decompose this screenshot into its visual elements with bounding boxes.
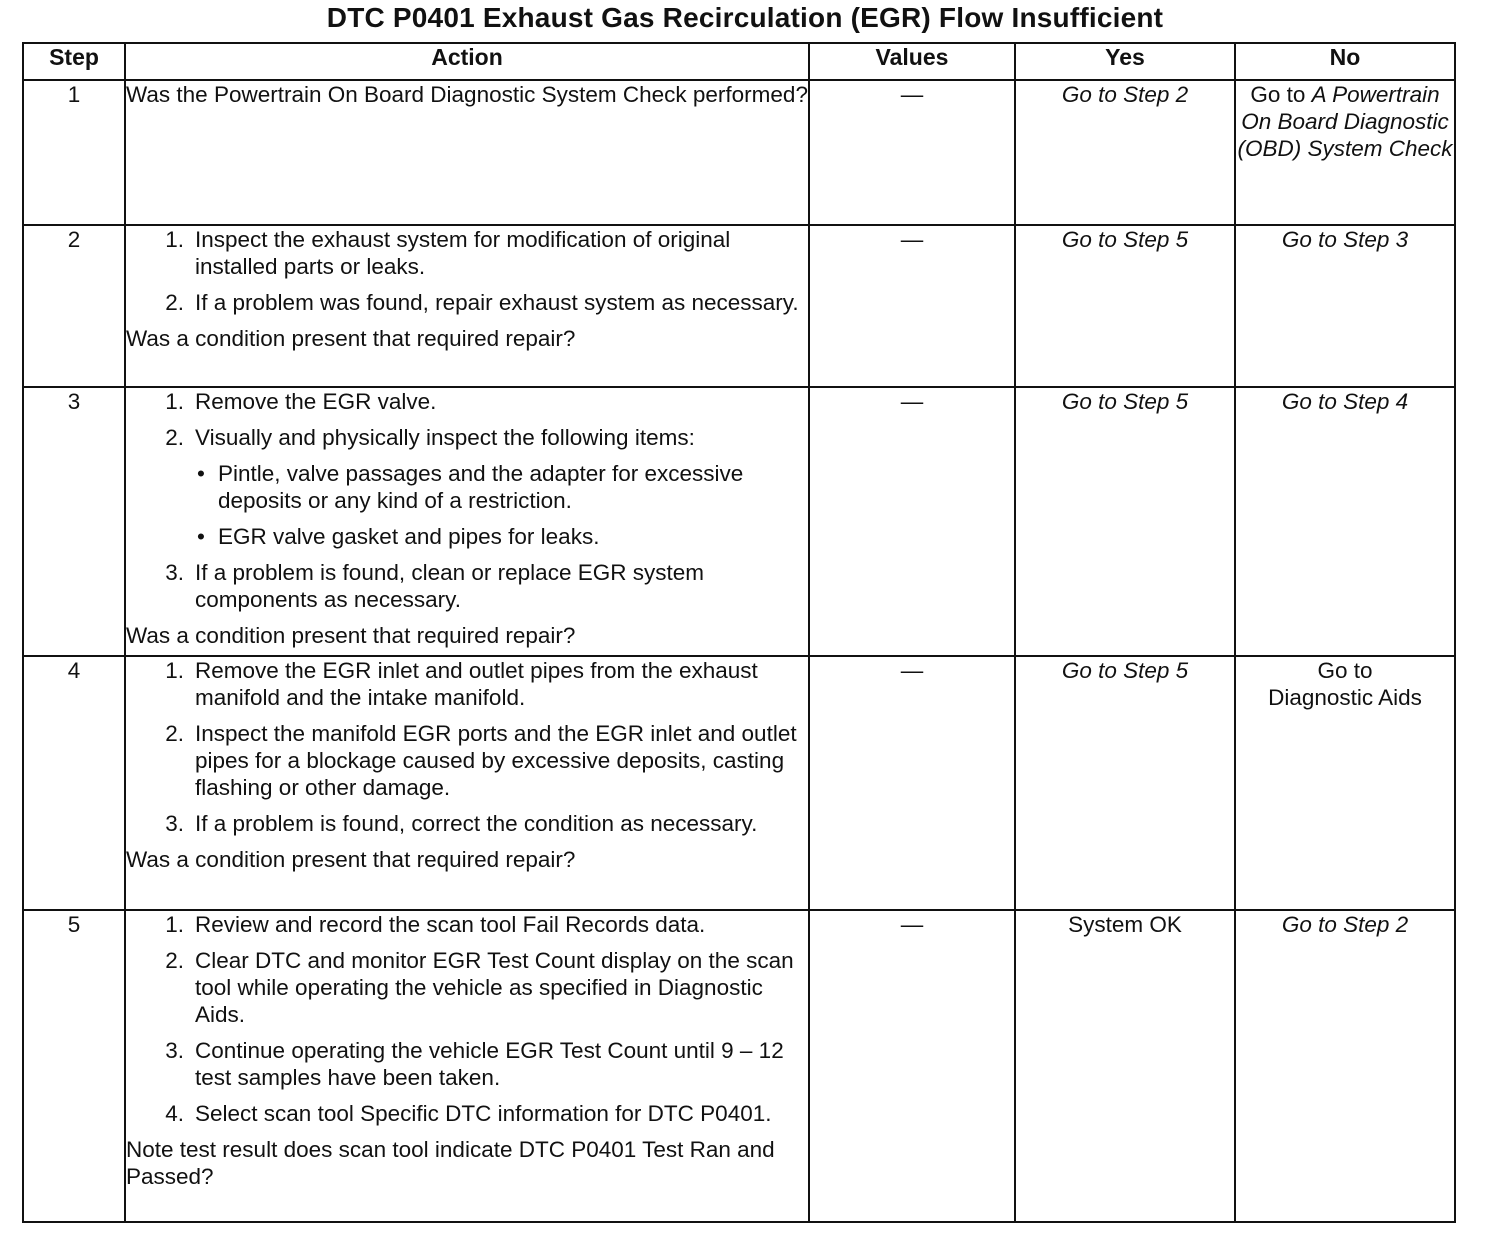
- item-number: 3.: [165, 811, 184, 836]
- item-text: Remove the EGR inlet and outlet pipes from the exhaust manifold and the intake manifold.: [195, 658, 758, 710]
- yes-cell: [1015, 910, 1235, 1222]
- table-row: [23, 387, 1455, 656]
- action-item: [126, 720, 808, 801]
- step-number: 5: [23, 910, 125, 1222]
- no-link[interactable]: Go to Step 2: [1281, 912, 1409, 937]
- action-item: [126, 226, 808, 280]
- no-cell: [1235, 387, 1455, 656]
- item-text: If a problem is found, clean or replace EGR system components as necessary.: [195, 560, 704, 612]
- item-number: 3.: [165, 1038, 184, 1063]
- item-number: 1.: [165, 227, 184, 252]
- no-link[interactable]: Go to Step 3: [1281, 227, 1409, 252]
- no-link[interactable]: Diagnostic Aids: [1268, 685, 1422, 710]
- action-item: [126, 424, 808, 451]
- item-text: Select scan tool Specific DTC information for DTC P0401.: [195, 1101, 772, 1126]
- item-number: 1.: [165, 658, 184, 683]
- item-number: 2.: [165, 721, 184, 746]
- item-text: If a problem was found, repair exhaust system as necessary.: [195, 290, 799, 315]
- no-prefix: Go to: [1250, 82, 1306, 107]
- table-row: [23, 910, 1455, 1222]
- item-text: Inspect the exhaust system for modification of original installed parts or leaks.: [195, 227, 731, 279]
- no-cell: [1235, 656, 1455, 910]
- values-cell: —: [809, 910, 1015, 1222]
- bullet-list: [184, 460, 808, 550]
- no-prefix: Go to: [1317, 658, 1373, 683]
- bullet-text: EGR valve gasket and pipes for leaks.: [218, 524, 600, 549]
- item-number: 1.: [165, 389, 184, 414]
- item-number: 4.: [165, 1101, 184, 1126]
- action-cell: [125, 387, 809, 656]
- action-cell: [125, 910, 809, 1222]
- page-title: DTC P0401 Exhaust Gas Recirculation (EGR) Flow Insufficient: [326, 2, 1164, 33]
- yes-link[interactable]: Go to Step 5: [1061, 389, 1189, 414]
- item-text: Visually and physically inspect the following items:: [195, 425, 695, 450]
- table-row: [23, 225, 1455, 387]
- action-item: [126, 810, 808, 837]
- header-no: No: [1235, 43, 1455, 80]
- action-question: Was a condition present that required repair?: [126, 623, 576, 648]
- no-cell: [1235, 910, 1455, 1222]
- item-text: Review and record the scan tool Fail Records data.: [195, 912, 706, 937]
- no-cell: [1235, 225, 1455, 387]
- bullet-item: [184, 460, 808, 514]
- action-item: [126, 1100, 808, 1127]
- no-cell: [1235, 80, 1455, 225]
- no-link[interactable]: Go to Step 4: [1281, 389, 1409, 414]
- header-yes: Yes: [1015, 43, 1235, 80]
- item-text: Remove the EGR valve.: [195, 389, 437, 414]
- action-question: Was a condition present that required repair?: [126, 847, 576, 872]
- action-cell: [125, 225, 809, 387]
- item-number: 1.: [165, 912, 184, 937]
- yes-cell: [1015, 80, 1235, 225]
- header-action: Action: [125, 43, 809, 80]
- item-number: 3.: [165, 560, 184, 585]
- yes-link[interactable]: Go to Step 5: [1061, 227, 1189, 252]
- table-row: [23, 80, 1455, 225]
- action-question: Was the Powertrain On Board Diagnostic System Check performed?: [126, 82, 808, 107]
- step-number: 2: [23, 225, 125, 387]
- yes-cell: [1015, 656, 1235, 910]
- values-cell: —: [809, 225, 1015, 387]
- yes-link[interactable]: Go to Step 5: [1061, 658, 1189, 683]
- step-number: 3: [23, 387, 125, 656]
- action-item: [126, 388, 808, 415]
- item-text: Continue operating the vehicle EGR Test Count until 9 – 12 test samples have been taken.: [195, 1038, 784, 1090]
- yes-cell: [1015, 387, 1235, 656]
- step-number: 1: [23, 80, 125, 225]
- action-item: [126, 559, 808, 613]
- no-link[interactable]: A Powertrain On Board Diagnostic (OBD) System Check: [1237, 82, 1453, 161]
- item-number: 2.: [165, 425, 184, 450]
- step-number: 4: [23, 656, 125, 910]
- yes-cell: [1015, 225, 1235, 387]
- action-item: [126, 947, 808, 1028]
- action-cell: [125, 80, 809, 225]
- table-row: [23, 656, 1455, 910]
- bullet-text: Pintle, valve passages and the adapter for excessive deposits or any kind of a restriction.: [218, 461, 744, 513]
- bullet-dot-icon: •: [197, 524, 205, 549]
- action-question: Was a condition present that required repair?: [126, 326, 576, 351]
- action-item: [126, 911, 808, 938]
- action-cell: [125, 656, 809, 910]
- bullet-item: [184, 523, 808, 550]
- action-item: [126, 657, 808, 711]
- header-values: Values: [809, 43, 1015, 80]
- action-item: [126, 1037, 808, 1091]
- values-cell: —: [809, 80, 1015, 225]
- values-cell: —: [809, 387, 1015, 656]
- item-number: 2.: [165, 290, 184, 315]
- header-step: Step: [23, 43, 125, 80]
- yes-result: System OK: [1068, 912, 1182, 937]
- item-number: 2.: [165, 948, 184, 973]
- diagnostic-table: [22, 42, 1456, 1223]
- bullet-dot-icon: •: [197, 461, 205, 486]
- item-text: If a problem is found, correct the condition as necessary.: [195, 811, 758, 836]
- values-cell: —: [809, 656, 1015, 910]
- item-text: Clear DTC and monitor EGR Test Count display on the scan tool while operating the vehicle as specified in Diagnostic Aids.: [195, 948, 794, 1027]
- header-row: [23, 43, 1455, 80]
- yes-link[interactable]: Go to Step 2: [1061, 82, 1189, 107]
- action-item: [126, 289, 808, 316]
- action-question: Note test result does scan tool indicate DTC P0401 Test Ran and Passed?: [126, 1137, 775, 1189]
- item-text: Inspect the manifold EGR ports and the EGR inlet and outlet pipes for a blockage caused by excessive deposits, casting flashing or other damage.: [195, 721, 797, 800]
